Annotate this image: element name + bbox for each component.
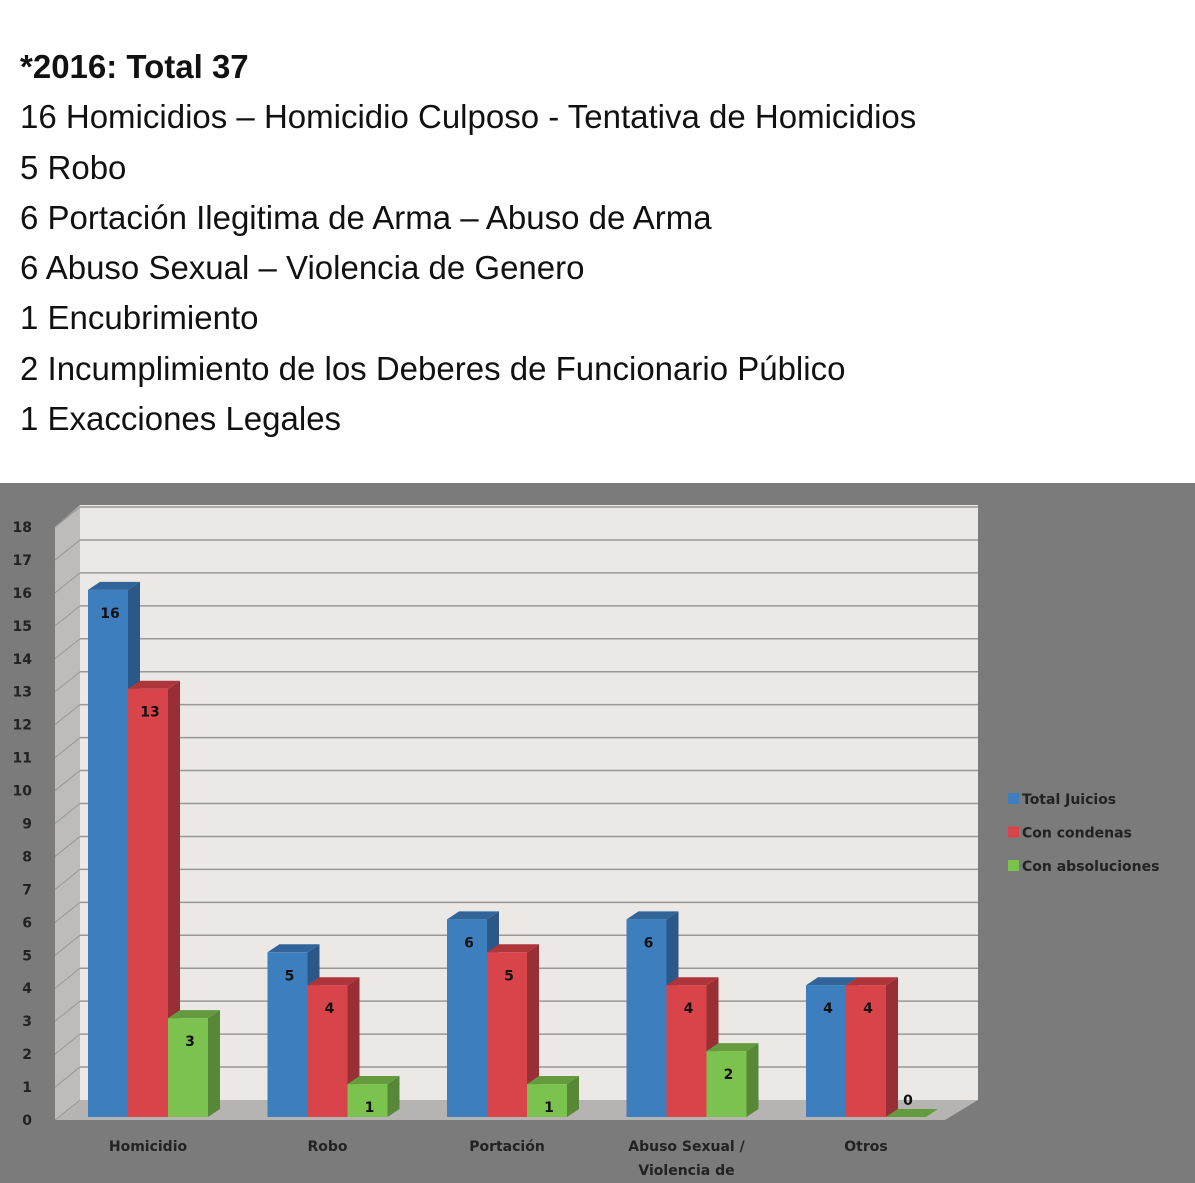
data-label: 5 <box>284 968 295 985</box>
bar-chart <box>0 483 1195 1183</box>
legend-swatch <box>1008 793 1019 804</box>
data-label: 13 <box>140 704 160 721</box>
legend-swatch <box>1008 827 1019 838</box>
y-tick-label: 10 <box>12 783 32 800</box>
side-wall <box>55 505 80 1120</box>
summary-text <box>20 42 916 444</box>
legend-label: Con absoluciones <box>1022 859 1160 875</box>
data-label: 4 <box>683 1001 694 1018</box>
data-label: 6 <box>643 935 654 952</box>
summary-line: 6 Portación Ilegitima de Arma – Abuso de Arma <box>20 198 712 236</box>
summary-line: 1 Exacciones Legales <box>20 400 342 438</box>
summary-line: 2 Incumplimiento de los Deberes de Funcionario Público <box>20 349 846 387</box>
y-tick-label: 9 <box>22 816 32 833</box>
data-label: 2 <box>723 1067 734 1084</box>
x-tick-label: Abuso Sexual / <box>628 1139 745 1155</box>
summary-line: 6 Abuso Sexual – Violencia de Genero <box>20 249 585 287</box>
y-tick-label: 16 <box>12 585 32 602</box>
x-tick-label: Homicidio <box>108 1139 188 1155</box>
summary-line: 16 Homicidios – Homicidio Culposo - Tentativa de Homicidios <box>20 98 917 136</box>
y-tick-label: 3 <box>22 1014 32 1031</box>
data-label: 4 <box>324 1001 335 1018</box>
y-tick-label: 5 <box>22 948 32 965</box>
y-tick-label: 12 <box>12 717 32 734</box>
summary-line: 5 Robo <box>20 148 127 186</box>
x-tick-label: Violencia de <box>638 1163 735 1179</box>
x-tick-label: Otros <box>844 1139 888 1155</box>
y-tick-label: 7 <box>22 882 32 899</box>
data-label: 0 <box>903 1093 913 1109</box>
y-tick-label: 2 <box>22 1047 32 1064</box>
data-label: 4 <box>823 1001 833 1018</box>
x-tick-label: Portación <box>469 1139 545 1155</box>
summary-line: 1 Encubrimiento <box>20 299 259 337</box>
y-tick-label: 6 <box>22 915 32 932</box>
data-label: 1 <box>544 1100 554 1117</box>
y-tick-label: 11 <box>12 750 32 767</box>
legend-label: Con condenas <box>1022 825 1132 842</box>
y-tick-label: 0 <box>22 1113 32 1129</box>
y-tick-label: 1 <box>22 1080 32 1097</box>
bar <box>88 590 128 1117</box>
legend-label: Total Juicios <box>1022 792 1117 808</box>
y-tick-label: 17 <box>12 552 32 569</box>
bar <box>707 1051 747 1117</box>
y-tick-label: 4 <box>22 981 32 998</box>
summary-heading: *2016: Total 37 <box>20 48 249 85</box>
bar <box>128 689 168 1117</box>
data-label: 5 <box>504 968 514 985</box>
bar <box>168 1018 208 1117</box>
bar-side <box>208 1010 220 1117</box>
data-label: 3 <box>185 1034 195 1051</box>
data-label: 4 <box>863 1001 873 1018</box>
data-label: 6 <box>464 935 474 952</box>
data-label: 1 <box>364 1100 375 1117</box>
y-tick-label: 18 <box>12 520 32 536</box>
legend-swatch <box>1008 860 1019 871</box>
bar-side <box>747 1043 759 1117</box>
x-tick-label: Robo <box>307 1139 348 1155</box>
bar-side <box>886 977 898 1117</box>
y-tick-label: 8 <box>22 849 32 866</box>
data-label: 16 <box>100 605 120 622</box>
y-tick-label: 15 <box>12 618 32 635</box>
y-tick-label: 14 <box>12 651 32 668</box>
y-tick-label: 13 <box>12 684 32 701</box>
